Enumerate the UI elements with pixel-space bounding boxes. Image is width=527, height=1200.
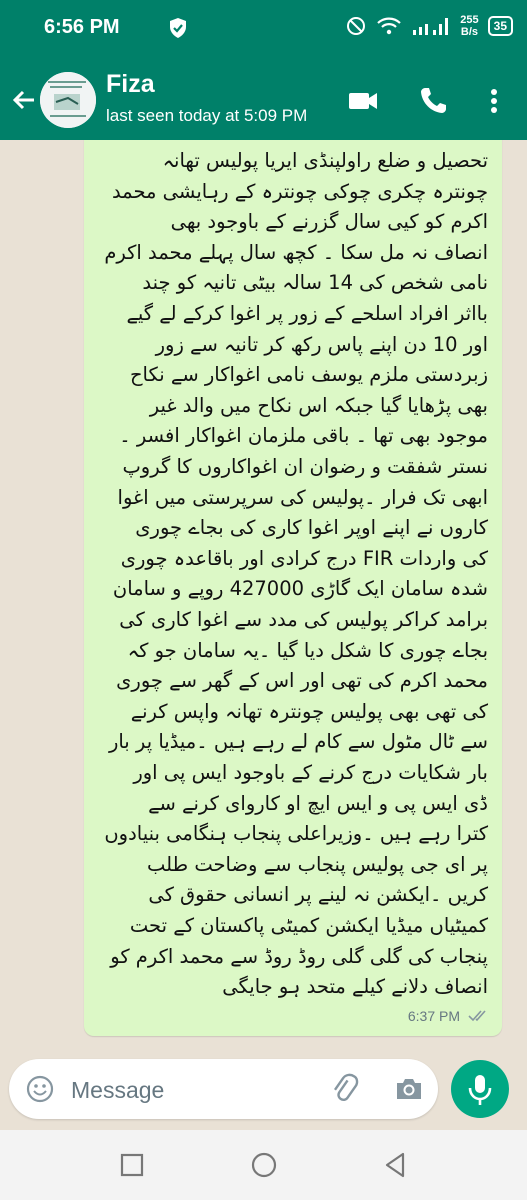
shield-check-icon (168, 17, 188, 39)
back-arrow-icon[interactable] (8, 84, 40, 116)
message-line: بھی پڑھایا گیا جبکہ اس نکاح میں والد غیر (149, 393, 488, 417)
message-bubble[interactable] (84, 140, 502, 1036)
message-line: پنجاب کی گلی گلی روڈ روڈ سے محمد اکرم کو (110, 944, 488, 968)
message-line: شدہ سامان ایک گاڑی 427000 روپے و سامان (112, 577, 488, 601)
message-line: نامی شخص کی 14 سالہ بیٹی تانیہ کو چند (142, 271, 488, 295)
camera-icon[interactable] (393, 1073, 425, 1105)
home-icon[interactable] (249, 1150, 279, 1180)
battery-indicator: 35 (488, 16, 513, 36)
message-meta (408, 1008, 490, 1024)
emoji-icon[interactable] (25, 1074, 55, 1104)
message-line: ڈی ایس پی و ایس ایچ او کاروای کرنے سے (148, 791, 488, 815)
message-line: پر ای جی پولیس پنجاب سے وضاحت طلب (147, 852, 488, 876)
message-line: نستر شفقت و رضوان ان اغواکاروں کا گروپ (122, 455, 488, 478)
microphone-icon (451, 1060, 509, 1118)
message-line: زبردستی ملزم یوسف نامی اغواکار سے نکاح (129, 363, 488, 387)
message-line: بااثر افراد اسلحے کے زور پر اغوا کرکے لے گیے (126, 302, 488, 325)
voice-call-icon[interactable] (416, 84, 450, 118)
message-line: کی واردات FIR درج کرادی اور باقاعدہ چوری (120, 546, 488, 570)
back-nav-icon[interactable] (381, 1150, 411, 1180)
more-options-icon[interactable] (477, 84, 511, 118)
last-seen: last seen today at 5:09 PM (106, 106, 308, 125)
message-line: بار شکایات درج کرنے کے باوجود ایس پی اور (133, 761, 488, 784)
message-line: برامد کراکر پولیس کی مدد سے اغوا کاری کی (119, 608, 488, 631)
system-nav-bar (0, 1130, 527, 1200)
recents-icon[interactable] (117, 1150, 147, 1180)
status-bar (0, 0, 527, 60)
status-time: 6:56 PM (44, 16, 120, 38)
message-composer (9, 1059, 438, 1119)
message-line: کاروں نے اپنے اوپر اغوا کاری کی بجاے چوری (135, 516, 488, 540)
message-line: انصاف دلانے کیلے متحد ہو جایگی (222, 975, 488, 999)
message-line: کریں ۔ایکشن نہ لینے پر انسانی حقوق کی (148, 883, 488, 907)
message-line: بجاے چوری کا شکل دیا گیا ۔یہ سامان جو کہ (127, 638, 488, 662)
message-line: اکرم کو کیی سال گزرنے کے باوجود بھی (170, 210, 488, 234)
network-speed (460, 14, 478, 38)
attachment-icon[interactable] (329, 1073, 361, 1105)
message-time: 6:37 PM (407, 1008, 460, 1024)
chat-header (0, 60, 527, 140)
message-line: محمد اکرم کی تھی اور اس کے گھر سے چوری (116, 669, 488, 693)
do-not-disturb-icon (345, 15, 367, 37)
message-line: تحصیل و ضلع راولپنڈی ایریا پولیس تھانہ (162, 149, 488, 172)
message-line: کی تھی بھی پولیس چونترہ تھانہ واپس کرنے (130, 699, 488, 723)
message-line: موجود بھی تھا ۔ باقی ملزمان اغواکار افسر ۔ (119, 424, 488, 448)
message-line: کمیٹیاں میڈیا ایکشن کمیٹی پاکستان کے تحت (129, 914, 488, 937)
message-line: انصاف نہ مل سکا ۔ کچھ سال پہلے محمد اکرم (104, 240, 488, 264)
message-line: اور 10 دن اپنے پاس رکھ کر تانیہ سے زور (155, 332, 488, 356)
mic-button[interactable] (451, 1060, 509, 1118)
speed-unit: B/s (460, 26, 479, 38)
avatar-image (40, 72, 96, 128)
avatar[interactable] (40, 72, 96, 128)
message-line: سے ٹال مٹول سے کام لے رہے ہیں ۔میڈیا پر بار (108, 730, 488, 754)
message-line: ابھی تک فرار ۔پولیس کی سرپرستی میں اغوا (117, 485, 488, 509)
video-call-icon[interactable] (346, 84, 380, 118)
message-line: کترا رہے ہیں ۔وزیراعلی پنجاب ہنگامی بنیادوں (104, 822, 488, 846)
message-input[interactable] (69, 1067, 313, 1113)
double-check-icon (468, 1009, 490, 1023)
message-line: چونترہ چکری چوکی چونترہ کے رہایشی محمد (111, 179, 488, 203)
chat-area[interactable] (0, 140, 527, 1050)
contact-name[interactable]: Fiza (106, 70, 155, 98)
status-icons (345, 14, 513, 38)
wifi-icon (376, 16, 402, 36)
speed-value: 255 (460, 14, 479, 26)
signal-icon (411, 16, 451, 36)
